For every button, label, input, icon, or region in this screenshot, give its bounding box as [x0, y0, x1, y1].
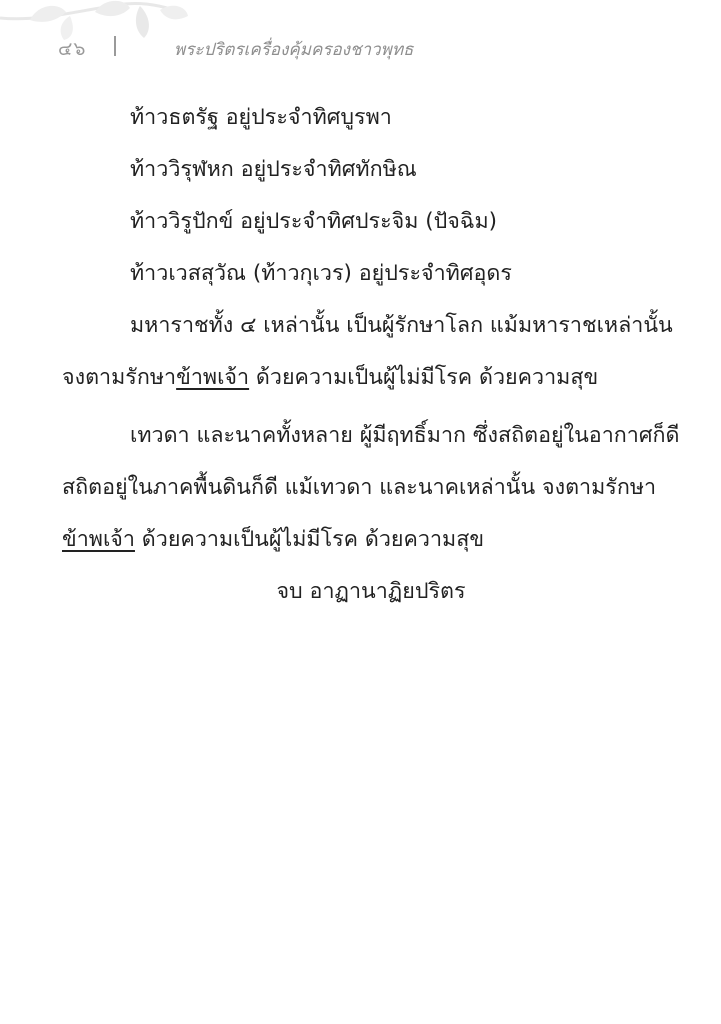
closing-line: จบ อาฏานาฏิยปริตร	[276, 579, 466, 604]
text-run: ด้วยความเป็นผู้ไม่มีโรค ด้วยความสุข	[134, 527, 485, 552]
text-run: ด้วยความเป็นผู้ไม่มีโรค ด้วยความสุข	[249, 365, 599, 390]
paragraph-line: มหาราชทั้ง ๔ เหล่านั้น เป็นผู้รักษาโลก แม้มหาราชเหล่านั้น	[130, 313, 673, 338]
underlined-text: ข้าพเจ้า	[176, 365, 250, 390]
running-header-title: พระปริตรเครื่องคุ้มครองชาวพุทธ	[174, 40, 414, 60]
leaf-ornament-icon	[0, 0, 190, 40]
text-run: จงตามรักษา	[62, 365, 177, 390]
paragraph-line: ท้าวธตรัฐ อยู่ประจำทิศบูรพา	[130, 105, 392, 130]
underlined-text: ข้าพเจ้า	[62, 527, 135, 552]
page-number: ๔๖	[58, 38, 87, 60]
header-divider	[114, 36, 116, 56]
paragraph-line: สถิตอยู่ในภาคพื้นดินก็ดี แม้เทวดา และนาคเหล่านั้น จงตามรักษา	[62, 475, 657, 500]
paragraph-line	[62, 514, 662, 566]
body-text	[62, 92, 680, 618]
paragraph-line	[62, 352, 662, 404]
paragraph-line: ท้าววิรุฬหก อยู่ประจำทิศทักษิณ	[130, 157, 417, 182]
paragraph-line: เทวดา และนาคทั้งหลาย ผู้มีฤทธิ์มาก ซึ่งสถิตอยู่ในอากาศก็ดี	[130, 423, 680, 448]
paragraph-line: ท้าววิรูปักข์ อยู่ประจำทิศประจิม (ปัจฉิม)	[130, 209, 498, 234]
paragraph-line: ท้าวเวสสุวัณ (ท้าวกุเวร) อยู่ประจำทิศอุดร	[130, 261, 512, 286]
